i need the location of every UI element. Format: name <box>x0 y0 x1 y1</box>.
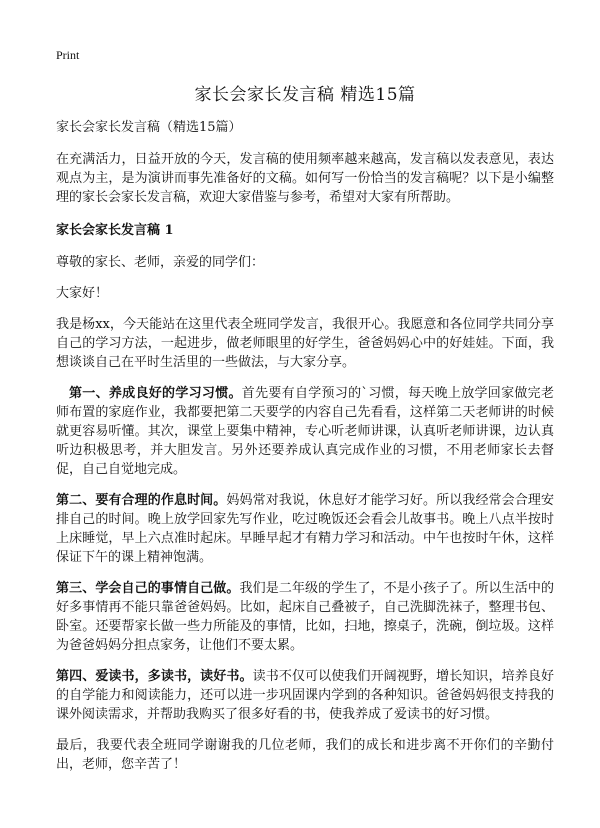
point-lead: 第三、学会自己的事情自己做。 <box>56 581 240 596</box>
point-text: 读书不仅可以使我们开阔视野，增长知识，培养良好的自学能力和阅读能力，还可以进一步巩固课内学到的各种知识。爸爸妈妈很支持我的课外阅读需求，并帮助我购买了很多好看的书，使我养成了爱读书的好习惯。 <box>56 669 554 722</box>
point-lead: 第四、爱读书，多读书，读好书。 <box>56 669 253 684</box>
point-lead: 第二、要有合理的作息时间。 <box>56 493 227 508</box>
hello-paragraph: 大家好！ <box>56 286 109 301</box>
document-title: 家长会家长发言稿 精选15篇 <box>194 85 416 105</box>
point-text: 妈妈常对我说，休息好才能学习好。所以我经常会合理安排自己的时间。晚上放学回家先写作业，吃过晚饭还会看会儿故事书。晚上八点半按时上床睡觉，早上六点准时起床。早睡早起才有精力学习和活动。中午也按时午休，这样保证下午的课上精神饱满。 <box>56 493 554 565</box>
point-paragraph <box>56 579 554 655</box>
point-paragraph <box>56 491 554 567</box>
point-text: 我们是二年级的学生了，不是小孩子了。所以生活中的好多事情再不能只靠爸爸妈妈。比如，起床自己叠被子，自己洗脚洗袜子，整理书包、卧室。还要帮家长做一些力所能及的事情，比如，扫地，擦桌子，洗碗，倒垃圾。这样为爸爸妈妈分担点家务，让他们不要太累。 <box>56 581 554 653</box>
print-link[interactable]: Print <box>56 48 80 62</box>
intro-paragraph: 在充满活力，日益开放的今天，发言稿的使用频率越来越高，发言稿以发表意见，表达观点为主，是为演讲而事先准备好的文稿。如何写一份恰当的发言稿呢？以下是小编整理的家长会家长发言稿，欢迎大家借鉴与参考，希望对大家有所帮助。 <box>56 152 554 205</box>
point-paragraph <box>56 667 554 724</box>
document-subtitle: 家长会家长发言稿（精选15篇） <box>56 120 242 135</box>
greeting-paragraph: 尊敬的家长、老师，亲爱的同学们： <box>56 255 265 270</box>
section-heading: 家长会家长发言稿 1 <box>56 223 174 238</box>
closing-paragraph: 最后，我要代表全班同学谢谢我的几位老师，我们的成长和进步离不开你们的辛勤付出，老师，您辛苦了！ <box>56 738 554 772</box>
point-text: 首先要有自学预习的`习惯，每天晚上放学回家做完老师布置的家庭作业，我都要把第二天要学的内容自己先看看，这样第二天老师讲的时候就更容易听懂。其次，课堂上要集中精神，专心听老师讲课，认真听老师讲课，边认真听边积极思考，并大胆发言。另外还要养成认真完成作业的习惯，不用老师家长去督促，自己自觉地完成。 <box>56 386 554 477</box>
opening-paragraph: 我是杨xx，今天能站在这里代表全班同学发言，我很开心。我愿意和各位同学共同分享自己的学习方法，一起进步，做老师眼里的好学生，爸爸妈妈心中的好娃娃。下面，我想谈谈自己在平时生活里的一些做法，与大家分享。 <box>56 317 554 370</box>
point-lead: 第一、养成良好的学习习惯。 <box>69 386 242 401</box>
point-paragraph <box>56 384 554 479</box>
